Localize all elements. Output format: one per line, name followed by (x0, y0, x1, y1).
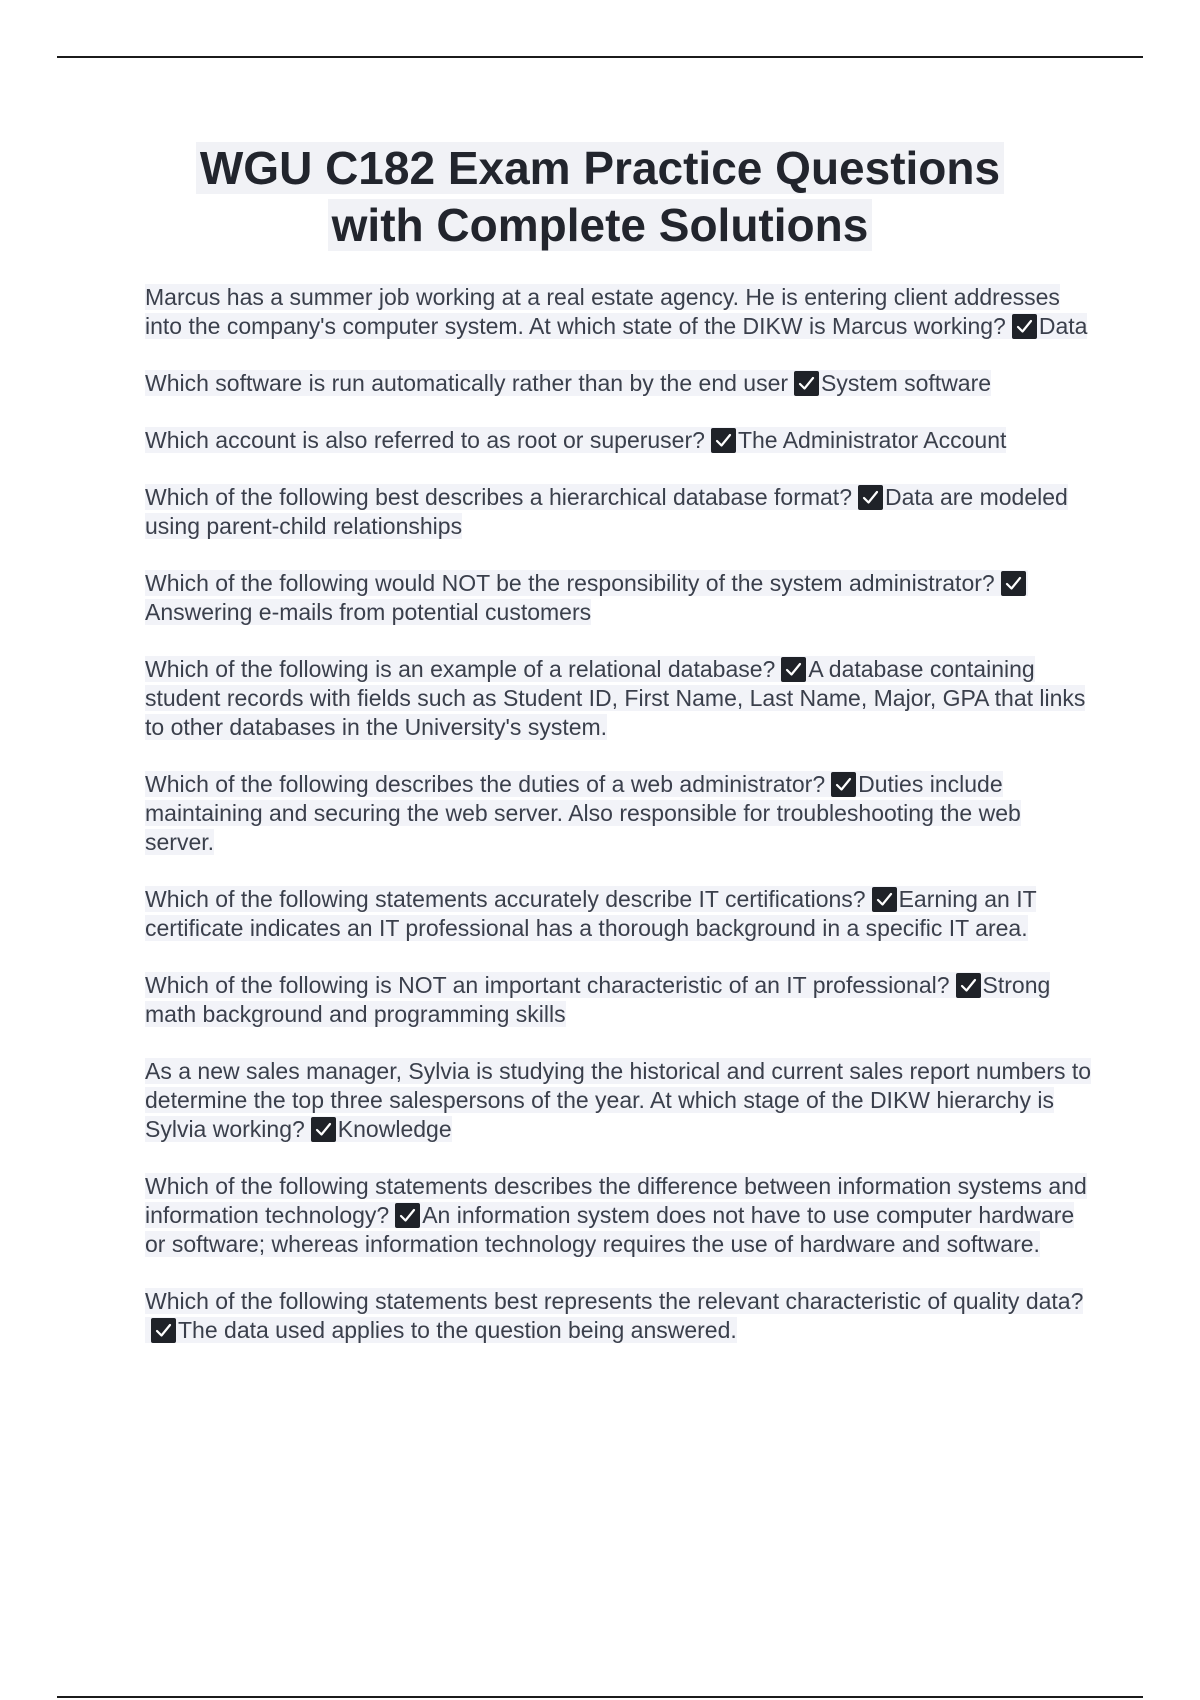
bottom-rule (57, 1696, 1143, 1698)
title-line-2: with Complete Solutions (328, 199, 873, 251)
question-text: Which of the following statements accurately describe IT certifications? (145, 886, 866, 912)
answer-text: System software (821, 370, 992, 396)
question-text: Which of the following is an example of a relational database? (145, 656, 776, 682)
question-text: Which of the following describes the duties of a web administrator? (145, 771, 826, 797)
answer-text: Knowledge (337, 1116, 452, 1142)
check-icon (794, 371, 819, 396)
check-icon (872, 887, 897, 912)
question-text: As a new sales manager, Sylvia is studying the historical and current sales report numbers to determine the top three salespersons of the year. At which stage of the DIKW hierarchy is Sylvia working? (145, 1058, 1092, 1142)
question-text: Which account is also referred to as root or superuser? (145, 427, 705, 453)
check-icon (781, 657, 806, 682)
answer-text: Data are modeled using parent-child relationships (145, 484, 1068, 539)
question-text: Which software is run automatically rather than by the end user (145, 370, 789, 396)
question-text: Marcus has a summer job working at a real estate agency. He is entering client addresses into the company's computer system. At which state of the DIKW is Marcus working? (145, 284, 1060, 339)
answer-text: Answering e-mails from potential customers (145, 599, 592, 625)
answer-text: Duties include maintaining and securing the web server. Also responsible for troubleshooting the web server. (145, 771, 1021, 855)
question-text: Which of the following statements describes the difference between information systems and information technology? (145, 1173, 1087, 1228)
top-rule (57, 56, 1143, 58)
title-line-1: WGU C182 Exam Practice Questions (196, 142, 1004, 194)
qa-item (145, 426, 1095, 455)
qa-item (145, 885, 1095, 943)
answer-text: Strong math background and programming skills (145, 972, 1051, 1027)
qa-item (145, 971, 1095, 1029)
qa-item (145, 770, 1095, 857)
answer-text: The Administrator Account (737, 427, 1007, 453)
check-icon (858, 485, 883, 510)
qa-item (145, 483, 1095, 541)
question-text: Which of the following is NOT an important characteristic of an IT professional? (145, 972, 950, 998)
check-icon (711, 428, 736, 453)
page-title (0, 140, 1200, 254)
qa-item (145, 1172, 1095, 1259)
qa-item (145, 655, 1095, 742)
check-icon (151, 1318, 176, 1343)
check-icon (1012, 314, 1037, 339)
qa-item (145, 1287, 1095, 1345)
qa-list (145, 283, 1095, 1373)
question-text: Which of the following best describes a hierarchical database format? (145, 484, 852, 510)
answer-text: A database containing student records with fields such as Student ID, First Name, Last Name, Major, GPA that links to other databases in the University's system. (145, 656, 1086, 740)
question-text: Which of the following statements best represents the relevant characteristic of quality data? (145, 1288, 1084, 1314)
answer-text: The data used applies to the question being answered. (178, 1317, 737, 1343)
check-icon (1001, 571, 1026, 596)
answer-text: An information system does not have to use computer hardware or software; whereas information technology requires the use of hardware and software. (145, 1202, 1075, 1257)
check-icon (395, 1203, 420, 1228)
check-icon (831, 772, 856, 797)
question-text: Which of the following would NOT be the responsibility of the system administrator? (145, 570, 995, 596)
check-icon (311, 1117, 336, 1142)
qa-item (145, 1057, 1095, 1144)
check-icon (956, 973, 981, 998)
qa-item (145, 569, 1095, 627)
qa-item (145, 283, 1095, 341)
qa-item (145, 369, 1095, 398)
answer-text: Earning an IT certificate indicates an IT professional has a thorough background in a specific IT area. (145, 886, 1037, 941)
answer-text: Data (1038, 313, 1088, 339)
